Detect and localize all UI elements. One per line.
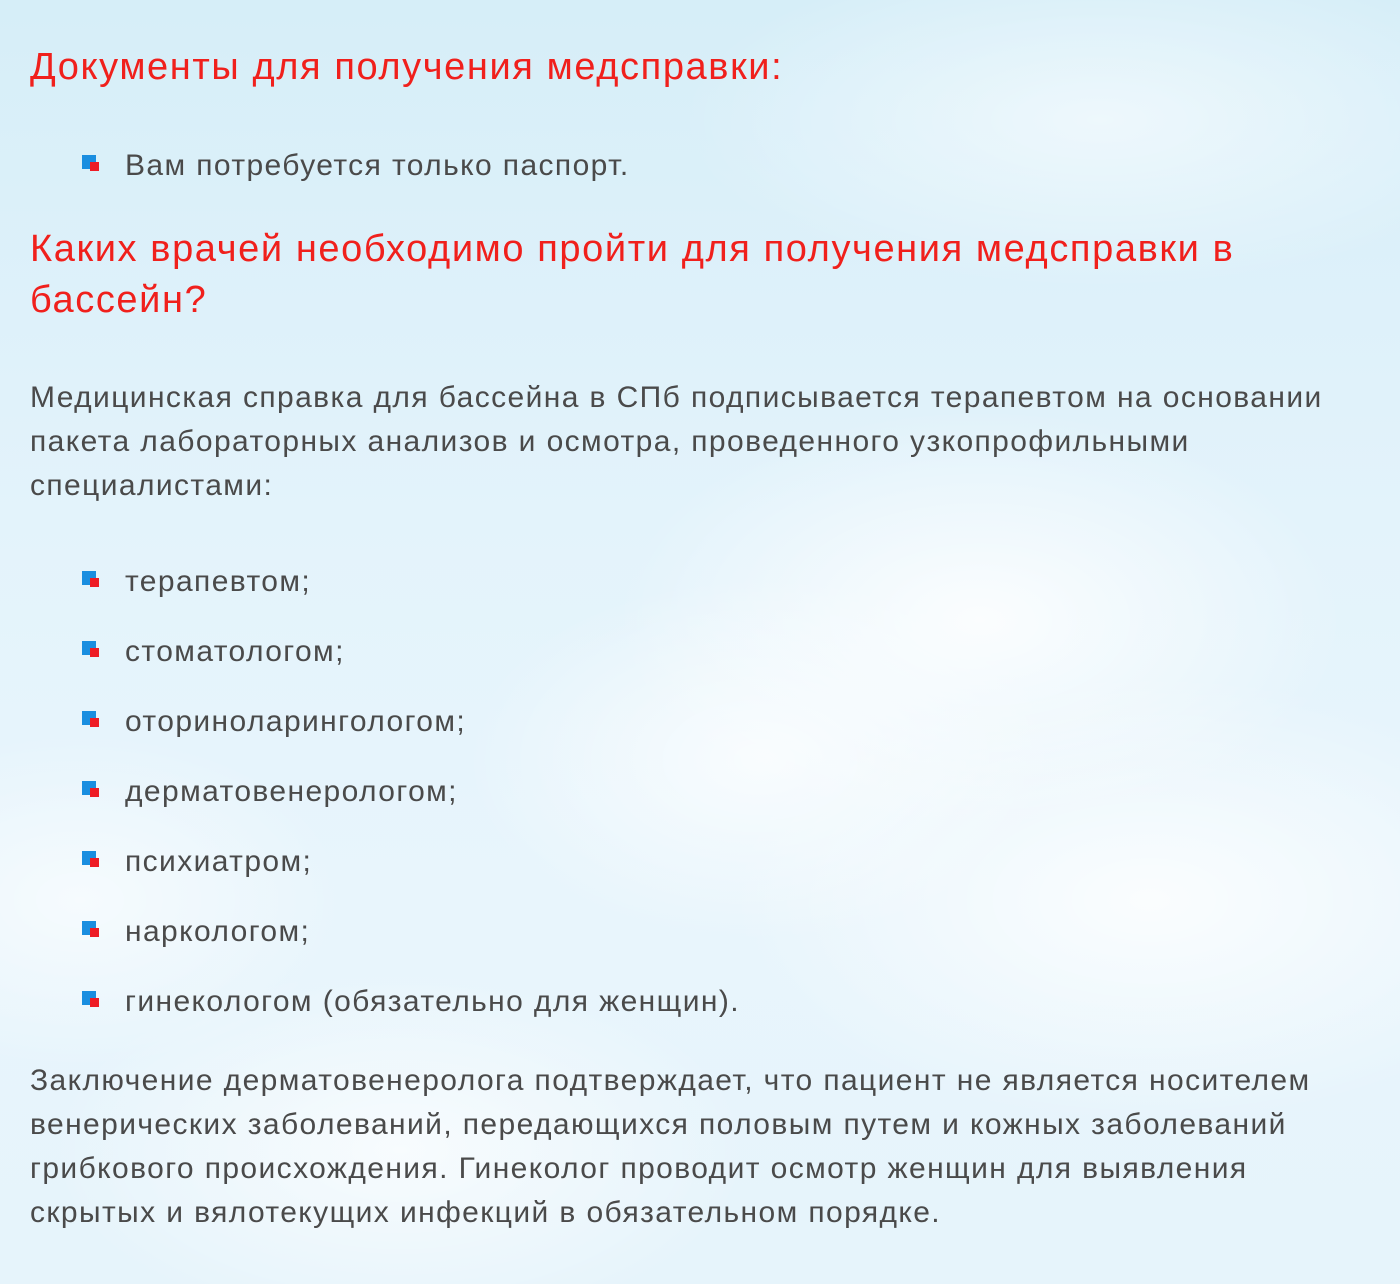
documents-heading: Документы для получения медсправки: [30, 46, 784, 88]
bullet-icon [82, 781, 103, 802]
list-item [82, 144, 630, 214]
documents-list [82, 144, 630, 214]
doctors-heading: Каких врачей необходимо пройти для получения медсправки в бассейн? [30, 228, 1235, 321]
list-item-text: терапевтом; [125, 565, 312, 598]
list-item-text: оториноларингологом; [125, 705, 467, 738]
bullet-icon [82, 155, 103, 176]
list-item-text: наркологом; [125, 915, 311, 948]
bullet-icon [82, 851, 103, 872]
list-item-text: Вам потребуется только паспорт. [125, 149, 630, 182]
list-item [82, 560, 740, 630]
bullet-icon [82, 991, 103, 1012]
list-item [82, 630, 740, 700]
bullet-icon [82, 641, 103, 662]
list-item-text: гинекологом (обязательно для женщин). [125, 985, 740, 1018]
list-item-text: дерматовенерологом; [125, 775, 458, 808]
list-item-text: стоматологом; [125, 635, 345, 668]
list-item [82, 910, 740, 980]
bullet-icon [82, 711, 103, 732]
list-item [82, 770, 740, 840]
list-item-text: психиатром; [125, 845, 313, 878]
bullet-icon [82, 571, 103, 592]
doctors-intro-paragraph: Медицинская справка для бассейна в СПб подписывается терапевтом на основании пакета лабораторных анализов и осмотра, проведенного узкопрофильными специалистами: [30, 381, 1323, 502]
dermatology-note-paragraph: Заключение дерматовенеролога подтверждает, что пациент не является носителем венерических заболеваний, передающихся половым путем и кожных заболеваний грибкового происхождения. Гинеколог проводит осмотр женщин для выявления скрытых и вялотекущих инфекций в обязательном порядке. [30, 1064, 1311, 1229]
list-item [82, 700, 740, 770]
doctors-list [82, 560, 740, 1050]
bullet-icon [82, 921, 103, 942]
list-item [82, 980, 740, 1050]
list-item [82, 840, 740, 910]
